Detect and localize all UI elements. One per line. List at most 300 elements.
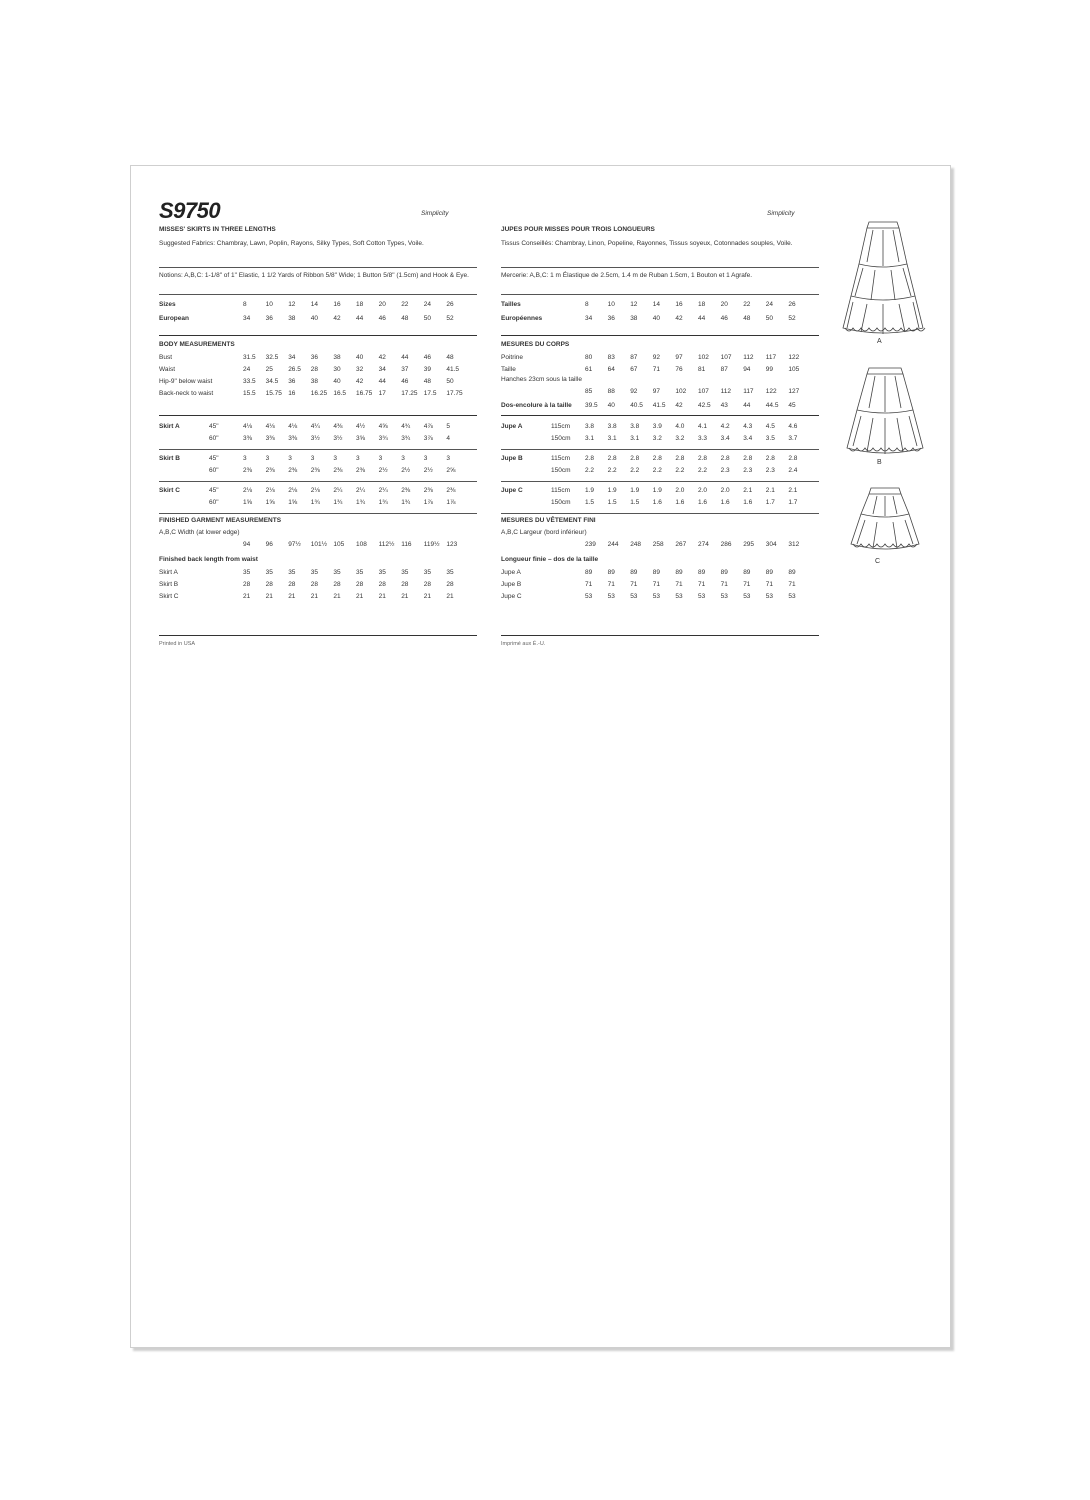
table-cell: 26.5 [288,366,301,373]
table-cell: 35 [378,569,386,576]
table-cell: 312 [788,541,800,548]
table-cell: 89 [720,569,728,576]
table-cell: 112½ [378,541,395,548]
table-cell: 42 [675,402,683,409]
row-label: Tailles [501,301,521,308]
table-cell: 1.7 [788,499,798,506]
table-cell: 89 [652,569,661,576]
table-cell: 44 [401,354,409,361]
table-cell: 71 [652,366,661,373]
divider [159,294,477,295]
table-row [501,434,819,444]
table-cell: 2⅜ [310,467,320,474]
table-row [501,568,819,578]
table-cell: 35 [333,569,341,576]
table-cell: 2.8 [788,455,798,462]
french-hip-title: Hanches 23cm sous la taille [501,376,582,383]
table-cell: 48 [401,315,409,322]
skirt-c-illustration [847,484,923,554]
table-cell: 21 [378,593,386,600]
table-cell: 1.6 [652,499,662,506]
table-cell: 2½ [378,467,388,474]
table-cell: 4⅛ [288,423,298,430]
table-row [159,592,477,602]
table-cell: 33.5 [243,378,256,385]
table-cell: 35 [446,569,454,576]
table-cell: 16.75 [356,390,373,397]
table-cell: 2.1 [765,487,775,494]
table-cell: 3.8 [607,423,617,430]
table-row [159,486,477,496]
table-cell: 112 [743,354,754,361]
table-cell: 40 [652,315,661,322]
table-cell: 71 [788,581,796,588]
table-cell: 83 [607,354,615,361]
table-cell: 4.0 [675,423,685,430]
table-cell: 3.7 [788,435,798,442]
table-cell: 2⅛ [265,487,275,494]
row-sublabel: 45" [209,487,219,494]
table-cell: 21 [243,593,251,600]
row-sublabel: 115cm [551,455,571,462]
table-cell: 3 [446,455,451,462]
table-cell: 24 [243,366,251,373]
table-row [501,353,819,363]
table-cell: 3¾ [378,435,388,442]
table-cell: 3 [356,455,360,462]
table-cell: 61 [585,366,593,373]
row-label: Skirt C [159,487,180,494]
table-cell: 28 [288,581,296,588]
table-cell: 15.5 [243,390,256,397]
table-row [501,486,819,496]
table-row [159,353,477,363]
table-cell: 1¾ [310,499,320,506]
table-cell: 35 [243,569,251,576]
table-cell: 36 [607,315,615,322]
table-cell: 89 [630,569,638,576]
table-cell: 12 [288,301,296,308]
table-cell: 53 [652,593,661,600]
table-cell: 46 [378,315,386,322]
table-cell: 112 [720,388,731,395]
table-cell: 14 [310,301,319,308]
row-label: Jupe B [501,581,522,588]
table-cell: 42 [333,315,341,322]
table-cell: 35 [265,569,273,576]
table-cell: 76 [675,366,683,373]
table-cell: 34 [288,354,296,361]
brand-right: Simplicity [767,210,795,217]
table-cell: 35 [288,569,296,576]
table-cell: 1.7 [765,499,775,506]
table-cell: 2¼ [356,487,366,494]
table-cell: 1⅝ [243,499,253,506]
row-sublabel: 115cm [551,487,571,494]
table-cell: 4¾ [401,423,411,430]
table-cell: 17.75 [446,390,463,397]
divider [159,267,477,268]
french-finished-length-title: Longueur finie – dos de la taille [501,556,599,563]
table-cell: 3 [378,455,383,462]
table-cell: 42 [356,378,364,385]
table-cell: 119½ [423,541,440,548]
table-cell: 21 [423,593,432,600]
table-cell: 286 [720,541,732,548]
table-cell: 2.2 [607,467,617,474]
table-cell: 88 [607,388,615,395]
table-cell: 3½ [310,435,320,442]
table-cell: 71 [630,581,638,588]
table-cell: 28 [446,581,454,588]
table-cell: 105 [788,366,800,373]
table-cell: 46 [423,354,432,361]
table-cell: 3.2 [675,435,685,442]
table-cell: 48 [446,354,454,361]
table-cell: 127 [788,388,800,395]
table-cell: 3.1 [630,435,640,442]
table-cell: 45 [788,402,796,409]
table-cell: 28 [401,581,409,588]
english-finished-length-title: Finished back length from waist [159,556,258,563]
table-cell: 3.4 [720,435,730,442]
row-label: Poitrine [501,354,524,361]
table-cell: 2.2 [652,467,662,474]
table-cell: 50 [446,378,454,385]
table-cell: 28 [333,581,341,588]
table-cell: 4.2 [720,423,730,430]
table-cell: 122 [788,354,800,361]
brand-left: Simplicity [421,210,449,217]
table-cell: 3½ [333,435,343,442]
table-cell: 67 [630,366,638,373]
row-label: Européennes [501,315,543,322]
table-cell: 71 [675,581,683,588]
table-cell: 21 [333,593,341,600]
table-cell: 21 [401,593,409,600]
table-cell: 89 [698,569,706,576]
row-sublabel: 150cm [551,467,571,474]
row-sublabel: 115cm [551,423,571,430]
divider [501,513,819,514]
english-footer: Printed in USA [159,641,196,647]
row-label: Back-neck to waist [159,390,214,397]
table-cell: 30 [333,366,341,373]
table-cell: 4 [446,435,451,442]
table-cell: 107 [698,388,709,395]
table-cell: 17 [378,390,386,397]
row-label: Taille [501,366,516,373]
table-cell: 2.8 [630,455,640,462]
table-cell: 38 [333,354,341,361]
table-cell: 2.3 [743,467,753,474]
table-cell: 15.75 [265,390,282,397]
row-label: Skirt A [159,423,180,430]
table-cell: 35 [401,569,409,576]
row-sublabel: 150cm [551,435,571,442]
divider [159,449,477,450]
table-row [501,365,819,375]
table-row [159,377,477,387]
table-cell: 4.3 [743,423,753,430]
table-cell: 42.5 [698,402,711,409]
table-cell: 1.5 [630,499,640,506]
table-cell: 39.5 [585,402,598,409]
table-cell: 12 [630,301,638,308]
table-cell: 85 [585,388,593,395]
table-cell: 38 [630,315,638,322]
divider [501,294,819,295]
table-cell: 3 [423,455,428,462]
divider [159,481,477,482]
table-cell: 21 [310,593,319,600]
table-cell: 123 [446,541,458,548]
view-a-label: A [877,338,882,345]
table-cell: 2⅜ [423,487,433,494]
row-label: Skirt A [159,569,178,576]
row-label: Sizes [159,301,176,308]
table-cell: 28 [356,581,364,588]
table-cell: 1.9 [630,487,640,494]
table-cell: 108 [356,541,367,548]
table-cell: 71 [698,581,706,588]
table-cell: 28 [310,366,319,373]
table-cell: 89 [607,569,615,576]
table-cell: 3⅝ [356,435,366,442]
row-sublabel: 60" [209,499,219,506]
table-cell: 1.6 [698,499,708,506]
row-label: Jupe A [501,423,523,430]
table-cell: 1.6 [675,499,685,506]
table-row [501,498,819,508]
table-row [159,580,477,590]
table-cell: 3.3 [698,435,708,442]
table-cell: 71 [585,581,593,588]
table-cell: 2.3 [765,467,775,474]
table-cell: 244 [607,541,619,548]
table-cell: 36 [310,354,319,361]
table-cell: 2.8 [743,455,753,462]
table-cell: 2.2 [630,467,640,474]
table-cell: 24 [423,301,432,308]
table-row [159,466,477,476]
table-cell: 267 [675,541,687,548]
table-cell: 20 [378,301,386,308]
table-cell: 107 [720,354,732,361]
table-cell: 2⅛ [310,487,320,494]
table-cell: 2.2 [585,467,595,474]
table-cell: 3¾ [401,435,411,442]
divider [501,449,819,450]
table-cell: 4⅜ [333,423,343,430]
table-cell: 40 [356,354,364,361]
table-row [501,387,819,397]
table-row [501,314,819,324]
english-finished-title: FINISHED GARMENT MEASUREMENTS [159,517,282,524]
table-cell: 89 [788,569,796,576]
table-cell: 2.8 [652,455,662,462]
row-sublabel: 60" [209,467,219,474]
table-cell: 295 [743,541,755,548]
table-cell: 71 [607,581,615,588]
table-row [159,422,477,432]
table-cell: 32 [356,366,364,373]
table-row [501,592,819,602]
english-title: MISSES' SKIRTS IN THREE LENGTHS [159,226,276,233]
table-cell: 1⅞ [423,499,433,506]
table-cell: 80 [585,354,593,361]
table-cell: 3.5 [765,435,775,442]
table-cell: 2⅜ [446,487,456,494]
table-cell: 42 [378,354,386,361]
table-cell: 44 [698,315,706,322]
table-cell: 16.5 [333,390,347,397]
table-cell: 21 [265,593,273,600]
table-cell: 53 [720,593,728,600]
divider [159,415,477,416]
table-cell: 34.5 [265,378,279,385]
table-cell: 4.1 [698,423,708,430]
table-cell: 2⅜ [401,487,411,494]
table-row [501,422,819,432]
table-cell: 8 [243,301,247,308]
view-b-label: B [877,459,882,466]
table-cell: 44 [378,378,386,385]
table-cell: 3.2 [652,435,662,442]
table-cell: 2¼ [378,487,388,494]
divider [501,335,819,336]
french-fabrics: Tissus Conseillés: Chambray, Linon, Popeline, Rayonnes, Tissus soyeux, Cotonnades souples, Voile. [501,240,793,247]
table-cell: 3.1 [585,435,595,442]
table-cell: 101½ [310,541,328,548]
row-label: Jupe B [501,455,523,462]
table-cell: 17.5 [423,390,437,397]
table-cell: 97 [675,354,683,361]
french-footer: Imprimé aux É.-U. [501,641,546,647]
table-cell: 3.4 [743,435,753,442]
row-label: Jupe C [501,593,522,600]
table-cell: 8 [585,301,589,308]
table-cell: 4⅛ [243,423,253,430]
table-cell: 2⅝ [446,467,456,474]
table-cell: 3.8 [630,423,640,430]
divider [159,635,477,636]
table-cell: 41.5 [446,366,460,373]
french-title: JUPES POUR MISSES POUR TROIS LONGUEURS [501,226,655,233]
table-cell: 102 [675,388,687,395]
table-cell: 92 [630,388,638,395]
table-cell: 92 [652,354,661,361]
table-cell: 53 [630,593,638,600]
table-cell: 5 [446,423,451,430]
table-cell: 50 [423,315,432,322]
table-cell: 2½ [423,467,433,474]
table-cell: 2.0 [675,487,685,494]
table-cell: 26 [446,301,454,308]
table-cell: 46 [401,378,409,385]
table-cell: 2.1 [788,487,798,494]
table-cell: 4⅝ [378,423,388,430]
table-cell: 71 [720,581,728,588]
table-cell: 99 [765,366,774,373]
table-cell: 274 [698,541,709,548]
table-cell: 3 [401,455,405,462]
table-cell: 28 [378,581,386,588]
table-cell: 10 [607,301,615,308]
table-cell: 40.5 [630,402,643,409]
table-cell: 14 [652,301,661,308]
table-cell: 2.8 [607,455,617,462]
table-cell: 1¾ [333,499,343,506]
table-cell: 52 [788,315,796,322]
english-fabrics: Suggested Fabrics: Chambray, Lawn, Poplin, Rayons, Silky Types, Soft Cotton Types, Voile. [159,240,424,247]
table-cell: 2.8 [765,455,775,462]
table-cell: 2¼ [333,487,343,494]
table-cell: 1¾ [356,499,366,506]
row-label: Dos-encolure à la taille [501,402,572,409]
table-cell: 16.25 [310,390,328,397]
table-cell: 2.8 [720,455,730,462]
table-cell: 28 [423,581,432,588]
row-label: Skirt C [159,593,179,600]
table-row [501,401,819,411]
table-cell: 42 [675,315,683,322]
table-cell: 28 [243,581,251,588]
table-cell: 94 [243,541,251,548]
table-cell: 2⅜ [356,467,366,474]
table-cell: 2.4 [788,467,798,474]
table-cell: 43 [720,402,728,409]
table-cell: 35 [310,569,319,576]
table-row [501,580,819,590]
table-cell: 1¾ [401,499,411,506]
table-cell: 53 [698,593,706,600]
table-cell: 2.3 [720,467,730,474]
pattern-back-sheet [130,165,951,1348]
row-sublabel: 45" [209,455,219,462]
table-cell: 21 [356,593,364,600]
table-cell: 44.5 [765,402,779,409]
table-cell: 239 [585,541,596,548]
table-cell: 34 [585,315,593,322]
table-cell: 2.8 [585,455,595,462]
table-cell: 53 [765,593,774,600]
table-cell: 16 [288,390,296,397]
row-label: Skirt B [159,455,180,462]
table-row [159,568,477,578]
table-cell: 87 [630,354,638,361]
row-sublabel: 45" [209,423,219,430]
table-cell: 117 [765,354,777,361]
table-row [501,466,819,476]
table-cell: 2⅜ [243,467,253,474]
divider [501,635,819,636]
table-cell: 53 [675,593,683,600]
table-cell: 1.9 [652,487,662,494]
table-cell: 38 [288,315,296,322]
french-finished-title: MESURES DU VÊTEMENT FINI [501,517,596,524]
table-cell: 4⅞ [423,423,433,430]
divider [159,513,477,514]
table-cell: 4.6 [788,423,798,430]
table-cell: 28 [265,581,273,588]
table-cell: 26 [788,301,796,308]
table-cell: 2⅛ [288,487,298,494]
skirt-a-illustration [839,216,929,336]
table-cell: 1.6 [743,499,753,506]
table-cell: 22 [743,301,751,308]
table-cell: 1.5 [607,499,617,506]
